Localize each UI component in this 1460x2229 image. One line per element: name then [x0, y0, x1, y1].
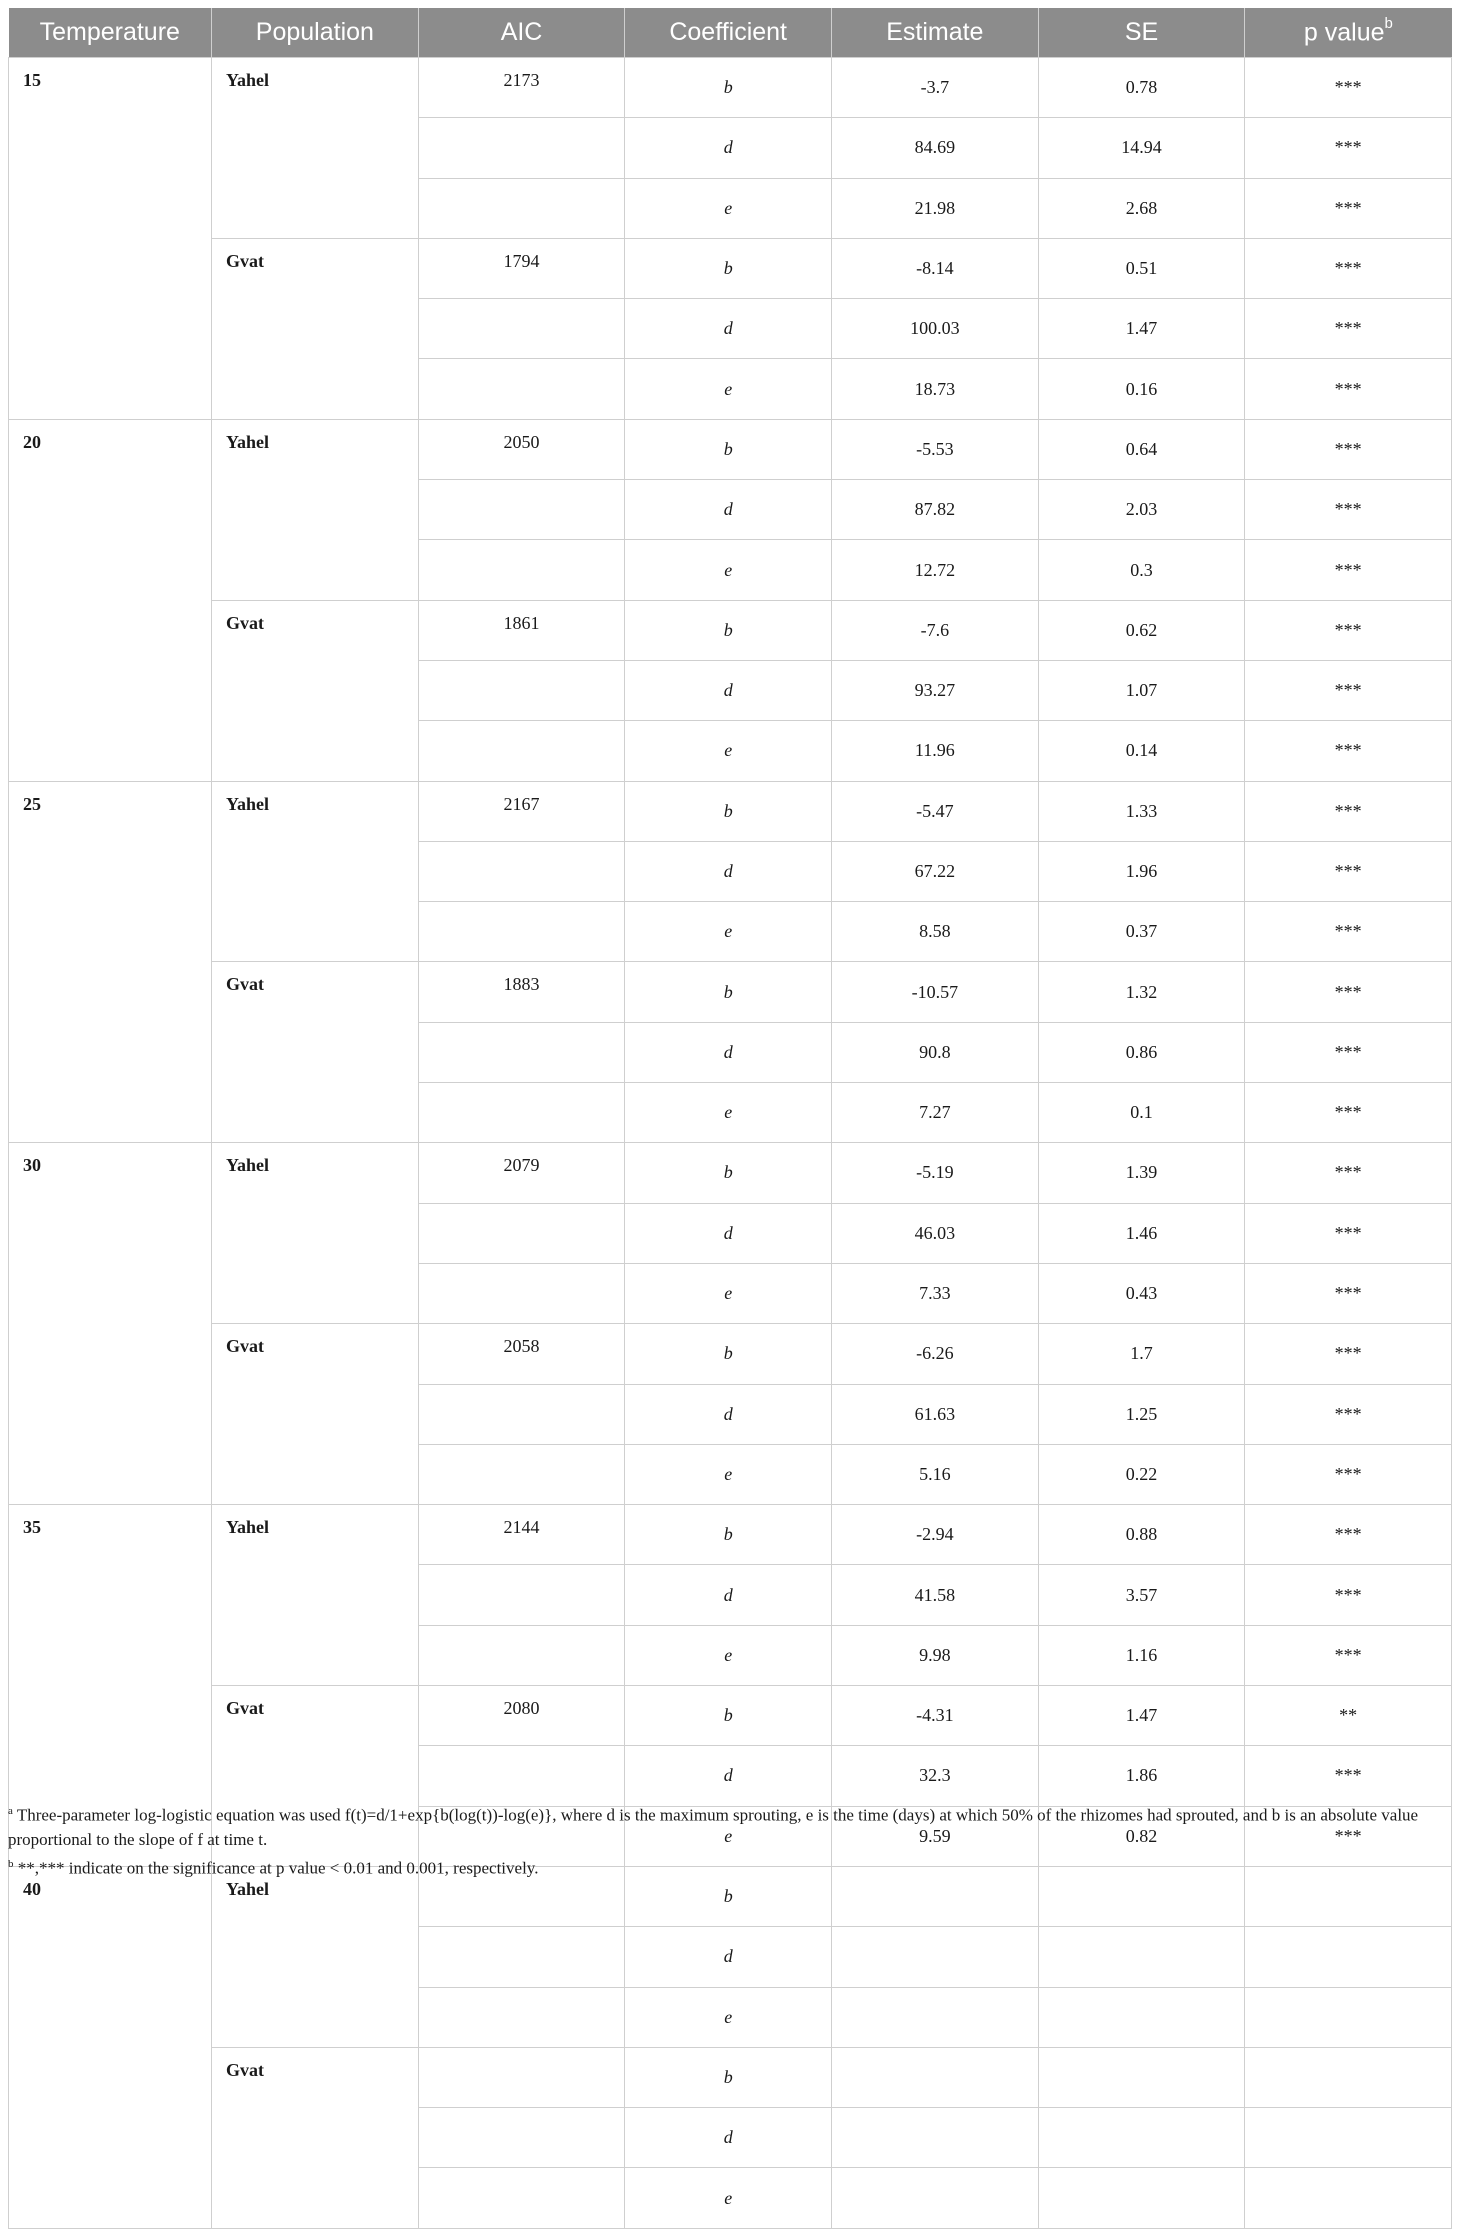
coefficient-cell: e [625, 1263, 832, 1323]
population-cell: Gvat [212, 1324, 419, 1505]
table-row [9, 962, 1452, 1022]
coefficient-cell: b [625, 600, 832, 660]
coefficient-cell: e [625, 1625, 832, 1685]
p-value-cell: *** [1245, 1806, 1452, 1866]
estimate-cell: 8.58 [832, 902, 1039, 962]
se-cell [1038, 2047, 1245, 2107]
p-value-cell: *** [1245, 58, 1452, 118]
aic-cell [418, 1083, 625, 1143]
se-cell: 0.82 [1038, 1806, 1245, 1866]
se-cell: 1.32 [1038, 962, 1245, 1022]
estimate-cell: 84.69 [832, 118, 1039, 178]
estimate-cell: 93.27 [832, 660, 1039, 720]
coefficient-cell: d [625, 660, 832, 720]
coefficient-cell: b [625, 1866, 832, 1926]
estimate-cell: -5.53 [832, 419, 1039, 479]
se-cell: 1.86 [1038, 1746, 1245, 1806]
p-value-cell: *** [1245, 299, 1452, 359]
table-container [8, 8, 1452, 2229]
se-cell: 0.78 [1038, 58, 1245, 118]
estimate-cell: 46.03 [832, 1203, 1039, 1263]
p-value-cell: *** [1245, 1263, 1452, 1323]
se-cell: 0.86 [1038, 1022, 1245, 1082]
header-p-value-label: p value [1303, 18, 1385, 47]
p-value-cell: *** [1245, 1384, 1452, 1444]
estimate-cell: 5.16 [832, 1444, 1039, 1504]
aic-cell [418, 1263, 625, 1323]
aic-cell: 1861 [418, 600, 625, 660]
se-cell: 0.64 [1038, 419, 1245, 479]
results-table [8, 8, 1452, 2229]
coefficient-cell: b [625, 238, 832, 298]
p-value-cell: *** [1245, 480, 1452, 540]
coefficient-cell: e [625, 1083, 832, 1143]
aic-cell [418, 2168, 625, 2228]
table-row [9, 58, 1452, 118]
aic-cell: 1883 [418, 962, 625, 1022]
se-cell: 1.96 [1038, 841, 1245, 901]
p-value-cell: *** [1245, 781, 1452, 841]
p-value-cell: *** [1245, 118, 1452, 178]
p-value-cell: *** [1245, 1505, 1452, 1565]
footnote-a-text: Three-parameter log-logistic equation was used f(t)=d/1+exp{b(log(t))-log(e)}, where d is the maximum sprouting, e is the time (days) at which 50% of the rhizomes had sprouted, and b is an absolute value proportional to the slope of f at time t. [8, 1805, 1419, 1849]
header-aic: AIC [418, 8, 625, 58]
estimate-cell [832, 2108, 1039, 2168]
p-value-cell: *** [1245, 1625, 1452, 1685]
p-value-cell: *** [1245, 419, 1452, 479]
table-row [9, 1143, 1452, 1203]
table-row [9, 419, 1452, 479]
p-value-cell: *** [1245, 359, 1452, 419]
coefficient-cell: b [625, 1143, 832, 1203]
table-row [9, 1686, 1452, 1746]
se-cell: 3.57 [1038, 1565, 1245, 1625]
population-cell: Yahel [212, 419, 419, 600]
temperature-cell: 40 [9, 1866, 212, 2228]
p-value-cell: *** [1245, 540, 1452, 600]
aic-cell [418, 1927, 625, 1987]
aic-cell [418, 1565, 625, 1625]
se-cell: 1.07 [1038, 660, 1245, 720]
table-row [9, 238, 1452, 298]
aic-cell: 1794 [418, 238, 625, 298]
footnote-a-mark: a [8, 1805, 13, 1817]
aic-cell [418, 1384, 625, 1444]
se-cell: 1.33 [1038, 781, 1245, 841]
aic-cell: 2167 [418, 781, 625, 841]
population-cell: Gvat [212, 238, 419, 419]
coefficient-cell: d [625, 1022, 832, 1082]
p-value-cell: *** [1245, 238, 1452, 298]
se-cell: 0.14 [1038, 721, 1245, 781]
aic-cell [418, 540, 625, 600]
header-p-value [1245, 8, 1452, 58]
aic-cell: 2058 [418, 1324, 625, 1384]
estimate-cell: 61.63 [832, 1384, 1039, 1444]
header-population: Population [212, 8, 419, 58]
estimate-cell: -4.31 [832, 1686, 1039, 1746]
footnotes [8, 1799, 1448, 1880]
temperature-cell: 25 [9, 781, 212, 1143]
coefficient-cell: d [625, 841, 832, 901]
estimate-cell: 21.98 [832, 178, 1039, 238]
aic-cell [418, 178, 625, 238]
se-cell: 1.39 [1038, 1143, 1245, 1203]
p-value-cell: *** [1245, 841, 1452, 901]
estimate-cell: 18.73 [832, 359, 1039, 419]
p-value-cell: *** [1245, 1444, 1452, 1504]
aic-cell [418, 1746, 625, 1806]
population-cell: Yahel [212, 58, 419, 239]
se-cell: 0.88 [1038, 1505, 1245, 1565]
header-se: SE [1038, 8, 1245, 58]
p-value-cell: *** [1245, 1083, 1452, 1143]
population-cell: Yahel [212, 1143, 419, 1324]
estimate-cell: 100.03 [832, 299, 1039, 359]
coefficient-cell: d [625, 1565, 832, 1625]
se-cell [1038, 2108, 1245, 2168]
estimate-cell: -8.14 [832, 238, 1039, 298]
aic-cell [418, 902, 625, 962]
footnote-b-mark: b [8, 1857, 14, 1870]
population-cell: Yahel [212, 1505, 419, 1686]
aic-cell [418, 359, 625, 419]
coefficient-cell: b [625, 1686, 832, 1746]
header-estimate: Estimate [832, 8, 1039, 58]
se-cell: 0.43 [1038, 1263, 1245, 1323]
p-value-cell: *** [1245, 902, 1452, 962]
estimate-cell: -7.6 [832, 600, 1039, 660]
header-p-value-superscript: b [1384, 14, 1393, 32]
coefficient-cell: e [625, 721, 832, 781]
coefficient-cell: d [625, 299, 832, 359]
se-cell: 0.3 [1038, 540, 1245, 600]
table-row [9, 600, 1452, 660]
coefficient-cell: e [625, 2168, 832, 2228]
table-row [9, 1505, 1452, 1565]
se-cell [1038, 1927, 1245, 1987]
estimate-cell: -6.26 [832, 1324, 1039, 1384]
se-cell: 1.47 [1038, 1686, 1245, 1746]
estimate-cell: 7.33 [832, 1263, 1039, 1323]
p-value-cell: *** [1245, 1565, 1452, 1625]
table-row [9, 1324, 1452, 1384]
p-value-cell [1245, 2047, 1452, 2107]
header-temperature: Temperature [9, 8, 212, 58]
coefficient-cell: b [625, 419, 832, 479]
estimate-cell: 90.8 [832, 1022, 1039, 1082]
estimate-cell: 67.22 [832, 841, 1039, 901]
p-value-cell: *** [1245, 178, 1452, 238]
table-header [9, 8, 1452, 58]
coefficient-cell: e [625, 1987, 832, 2047]
estimate-cell: -10.57 [832, 962, 1039, 1022]
coefficient-cell: d [625, 118, 832, 178]
coefficient-cell: e [625, 1806, 832, 1866]
aic-cell [418, 1987, 625, 2047]
coefficient-cell: d [625, 1203, 832, 1263]
footnote-b [8, 1852, 1448, 1881]
population-cell: Gvat [212, 1686, 419, 1867]
aic-cell [418, 1444, 625, 1504]
table-body [9, 58, 1452, 2229]
aic-cell [418, 1625, 625, 1685]
population-cell: Gvat [212, 600, 419, 781]
coefficient-cell: e [625, 902, 832, 962]
coefficient-cell: e [625, 359, 832, 419]
aic-cell [418, 660, 625, 720]
temperature-cell: 30 [9, 1143, 212, 1505]
footnote-a [8, 1799, 1448, 1852]
aic-cell [418, 299, 625, 359]
p-value-cell: *** [1245, 1143, 1452, 1203]
coefficient-cell: e [625, 178, 832, 238]
se-cell: 1.46 [1038, 1203, 1245, 1263]
se-cell: 1.7 [1038, 1324, 1245, 1384]
aic-cell [418, 2047, 625, 2107]
estimate-cell: 12.72 [832, 540, 1039, 600]
se-cell: 0.16 [1038, 359, 1245, 419]
p-value-cell: *** [1245, 660, 1452, 720]
p-value-cell [1245, 1987, 1452, 2047]
header-coefficient: Coefficient [625, 8, 832, 58]
p-value-cell [1245, 1927, 1452, 1987]
estimate-cell: -5.47 [832, 781, 1039, 841]
estimate-cell: 9.98 [832, 1625, 1039, 1685]
coefficient-cell: b [625, 962, 832, 1022]
p-value-cell: *** [1245, 962, 1452, 1022]
p-value-cell: ** [1245, 1686, 1452, 1746]
table-row [9, 781, 1452, 841]
se-cell: 14.94 [1038, 118, 1245, 178]
p-value-cell: *** [1245, 600, 1452, 660]
coefficient-cell: e [625, 1444, 832, 1504]
coefficient-cell: b [625, 781, 832, 841]
p-value-cell: *** [1245, 1746, 1452, 1806]
se-cell [1038, 2168, 1245, 2228]
population-cell: Gvat [212, 2047, 419, 2228]
aic-cell [418, 721, 625, 781]
estimate-cell: -3.7 [832, 58, 1039, 118]
estimate-cell [832, 1987, 1039, 2047]
estimate-cell: 41.58 [832, 1565, 1039, 1625]
se-cell: 1.16 [1038, 1625, 1245, 1685]
estimate-cell [832, 2047, 1039, 2107]
aic-cell: 2079 [418, 1143, 625, 1203]
estimate-cell: 11.96 [832, 721, 1039, 781]
se-cell: 0.37 [1038, 902, 1245, 962]
aic-cell: 2173 [418, 58, 625, 118]
estimate-cell [832, 1927, 1039, 1987]
footnote-b-text: **,*** indicate on the significance at p value < 0.01 and 0.001, respectively. [17, 1858, 539, 1878]
estimate-cell: 32.3 [832, 1746, 1039, 1806]
estimate-cell: 87.82 [832, 480, 1039, 540]
se-cell: 1.25 [1038, 1384, 1245, 1444]
p-value-cell [1245, 2108, 1452, 2168]
aic-cell [418, 841, 625, 901]
temperature-cell: 20 [9, 419, 212, 781]
estimate-cell [832, 2168, 1039, 2228]
population-cell: Yahel [212, 1866, 419, 2047]
aic-cell [418, 1022, 625, 1082]
se-cell: 2.68 [1038, 178, 1245, 238]
aic-cell [418, 2108, 625, 2168]
p-value-cell: *** [1245, 1203, 1452, 1263]
coefficient-cell: d [625, 1927, 832, 1987]
estimate-cell: -2.94 [832, 1505, 1039, 1565]
se-cell [1038, 1987, 1245, 2047]
aic-cell [418, 118, 625, 178]
coefficient-cell: b [625, 2047, 832, 2107]
coefficient-cell: b [625, 1324, 832, 1384]
population-cell: Yahel [212, 781, 419, 962]
table-row [9, 2047, 1452, 2107]
population-cell: Gvat [212, 962, 419, 1143]
coefficient-cell: d [625, 2108, 832, 2168]
p-value-cell: *** [1245, 1022, 1452, 1082]
coefficient-cell: e [625, 540, 832, 600]
aic-cell: 2080 [418, 1686, 625, 1746]
aic-cell [418, 1203, 625, 1263]
aic-cell: 2050 [418, 419, 625, 479]
se-cell: 0.1 [1038, 1083, 1245, 1143]
estimate-cell: 9.59 [832, 1806, 1039, 1866]
aic-cell: 2144 [418, 1505, 625, 1565]
se-cell: 0.62 [1038, 600, 1245, 660]
se-cell: 0.22 [1038, 1444, 1245, 1504]
temperature-cell: 15 [9, 58, 212, 420]
p-value-cell [1245, 2168, 1452, 2228]
temperature-cell: 35 [9, 1505, 212, 1867]
coefficient-cell: d [625, 1746, 832, 1806]
estimate-cell: -5.19 [832, 1143, 1039, 1203]
coefficient-cell: d [625, 1384, 832, 1444]
p-value-cell: *** [1245, 721, 1452, 781]
coefficient-cell: b [625, 58, 832, 118]
coefficient-cell: d [625, 480, 832, 540]
se-cell: 2.03 [1038, 480, 1245, 540]
se-cell: 0.51 [1038, 238, 1245, 298]
p-value-cell: *** [1245, 1324, 1452, 1384]
aic-cell [418, 480, 625, 540]
se-cell: 1.47 [1038, 299, 1245, 359]
estimate-cell: 7.27 [832, 1083, 1039, 1143]
coefficient-cell: b [625, 1505, 832, 1565]
